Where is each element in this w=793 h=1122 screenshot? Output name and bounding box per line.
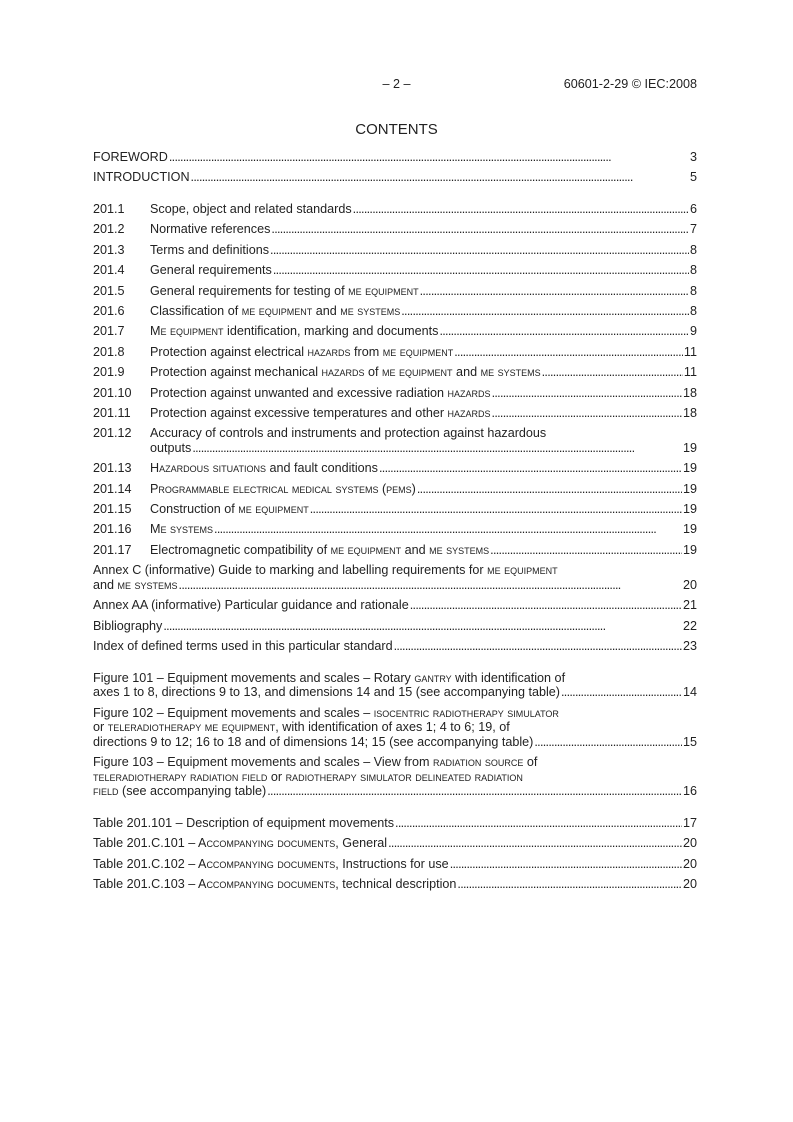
dot-leader [395, 816, 682, 831]
toc-entry[interactable] [93, 671, 697, 700]
defined-term: isocentric radiotherapy simulator [373, 705, 559, 720]
toc-entry[interactable] [93, 619, 697, 634]
title-text: , General [335, 836, 388, 851]
toc-group [93, 150, 697, 185]
entry-title [150, 222, 270, 237]
dot-leader [492, 386, 682, 401]
title-text: of [364, 365, 383, 380]
entry-title [150, 482, 416, 497]
entry-title [150, 263, 272, 278]
dot-leader [169, 150, 689, 165]
clause-number: 201.11 [93, 405, 131, 420]
dot-leader [179, 578, 682, 593]
clause-number: 201.6 [93, 303, 125, 318]
defined-term: ccompanying documents [206, 836, 336, 851]
toc-entry[interactable] [93, 304, 697, 319]
dot-leader [267, 784, 682, 799]
entry-title [93, 170, 190, 185]
dot-leader [214, 522, 682, 537]
defined-term: me equipment [382, 344, 454, 359]
title-text: Bibliography [93, 618, 163, 633]
toc-entry[interactable] [93, 877, 697, 892]
entry-title [93, 150, 168, 165]
defined-term: me systems [117, 577, 178, 592]
page-ref[interactable]: 19 [682, 522, 697, 537]
defined-term: me equipment [238, 502, 309, 517]
dot-leader [163, 619, 682, 634]
toc-group [93, 816, 697, 892]
defined-term: radiation source [432, 755, 524, 770]
dot-leader [353, 202, 689, 217]
title-text: and [401, 542, 430, 557]
defined-term: hazards [307, 344, 351, 359]
clause-number: 201.10 [93, 385, 132, 400]
toc-entry[interactable] [93, 461, 697, 476]
entry-title [93, 578, 178, 593]
dot-leader [270, 243, 689, 258]
page-ref[interactable]: 23 [682, 638, 697, 653]
clause-number: 201.12 [93, 426, 132, 441]
title-text: Protection against electrical [150, 344, 308, 359]
title-text: or [267, 769, 286, 784]
entry-title [93, 836, 387, 851]
toc-entry[interactable] [93, 482, 697, 497]
toc-entry[interactable] [93, 816, 697, 831]
entry-title [150, 345, 453, 360]
defined-term: field [93, 784, 119, 799]
defined-term: me equipment [348, 283, 419, 298]
title-text: Scope, object and related standards [150, 201, 352, 216]
title-text: , Instructions for use [335, 856, 449, 871]
dot-leader [379, 461, 682, 476]
page-ref[interactable]: 19 [682, 502, 697, 517]
entry-title [150, 386, 491, 401]
table-of-contents [93, 150, 697, 909]
entry-title [150, 202, 352, 217]
page-ref[interactable]: 6 [689, 201, 697, 216]
clause-number: 201.4 [93, 263, 125, 278]
entry-title [93, 720, 510, 735]
title-text: FOREWORD [93, 150, 168, 164]
title-text: Annex C (informative) Guide to marking and labelling requirements for [93, 563, 488, 578]
page-ref[interactable]: 11 [683, 344, 697, 359]
toc-entry[interactable] [93, 222, 697, 237]
defined-term: rogrammable electrical medical systems (pems) [158, 481, 416, 496]
toc-entry[interactable] [93, 755, 697, 799]
entry-title [150, 461, 378, 476]
title-text: M [150, 324, 161, 339]
toc-entry[interactable] [93, 406, 697, 421]
defined-term: gantry [414, 670, 452, 685]
defined-term: me equipment [487, 563, 558, 578]
dot-leader [534, 735, 682, 750]
entry-title [93, 706, 559, 721]
entry-title [150, 502, 309, 517]
dot-leader [410, 598, 682, 613]
title-text: and [312, 303, 341, 318]
clause-number: 201.3 [93, 242, 125, 257]
clause-number: 201.7 [93, 324, 125, 339]
defined-term: e systems [160, 522, 214, 537]
toc-entry[interactable] [93, 150, 697, 165]
dot-leader [271, 222, 689, 237]
toc-entry[interactable] [93, 365, 697, 380]
page-ref[interactable]: 8 [689, 303, 697, 318]
title-text: General requirements for testing of [150, 283, 349, 298]
toc-entry[interactable] [93, 345, 697, 360]
entry-title [93, 671, 565, 686]
entry-title [150, 365, 541, 380]
dot-leader [457, 877, 682, 892]
dot-leader [450, 857, 682, 872]
toc-entry[interactable] [93, 202, 697, 217]
title-text: Protection against excessive temperatures and other [150, 405, 448, 420]
toc-entry[interactable] [93, 563, 697, 592]
title-text: directions 9 to 12; 16 to 18 and of dimensions 14; 15 (see accompanying table) [93, 734, 534, 749]
clause-number: 201.2 [93, 222, 125, 237]
defined-term: ccompanying documents [206, 856, 336, 871]
title-text: P [150, 481, 159, 496]
title-text: Figure 102 – Equipment movements and scales – [93, 705, 374, 720]
toc-entry[interactable] [93, 639, 697, 654]
toc-entry[interactable] [93, 263, 697, 278]
title-text: M [150, 522, 161, 537]
entry-title [150, 406, 491, 421]
title-text: Table 201.C.102 – A [93, 856, 207, 871]
title-text: identification, marking and documents [223, 324, 439, 339]
entry-title [93, 857, 449, 872]
dot-leader [192, 441, 682, 456]
toc-entry[interactable] [93, 284, 697, 299]
toc-entry[interactable] [93, 857, 697, 872]
entry-title [150, 522, 213, 537]
page-ref[interactable]: 21 [682, 598, 697, 613]
defined-term: me equipment [241, 303, 313, 318]
entry-title [93, 685, 560, 700]
page-ref[interactable]: 20 [682, 856, 697, 871]
toc-entry[interactable] [93, 386, 697, 401]
defined-term: me equipment [330, 542, 402, 557]
clause-number: 201.13 [93, 461, 132, 476]
defined-term: me systems [480, 365, 541, 380]
entry-title [150, 284, 419, 299]
page-ref[interactable]: 18 [682, 385, 697, 400]
title-text: outputs [150, 440, 192, 455]
dot-leader [439, 324, 689, 339]
title-text: from [350, 344, 383, 359]
defined-term: e equipment [160, 324, 224, 339]
page-ref[interactable]: 20 [682, 577, 697, 592]
entry-title [150, 441, 191, 456]
clause-number: 201.1 [93, 201, 125, 216]
defined-term: ccompanying documents [206, 877, 336, 892]
title-text: , with identification of axes 1; 4 to 6; 19, of [275, 720, 510, 735]
toc-entry[interactable] [93, 243, 697, 258]
dot-leader [394, 639, 682, 654]
title-text: and [452, 365, 481, 380]
defined-term: hazards [321, 365, 365, 380]
title-text: of [523, 755, 538, 770]
entry-title [93, 877, 456, 892]
title-text: Table 201.C.101 – A [93, 836, 207, 851]
title-text: Protection against unwanted and excessive radiation [150, 385, 448, 400]
clause-number: 201.5 [93, 283, 125, 298]
toc-group [93, 202, 697, 654]
entry-title [93, 784, 266, 799]
entry-title [93, 619, 162, 634]
defined-term: me systems [429, 542, 490, 557]
entry-title [93, 816, 394, 831]
defined-term: me equipment [382, 365, 453, 380]
dot-leader [310, 502, 682, 517]
dot-leader [454, 345, 683, 360]
clause-number: 201.17 [93, 542, 132, 557]
title-text: , technical description [335, 877, 457, 892]
toc-entry[interactable] [93, 324, 697, 339]
clause-number: 201.15 [93, 502, 132, 517]
toc-entry[interactable] [93, 836, 697, 851]
page-ref[interactable]: 9 [689, 324, 697, 339]
dot-leader [420, 284, 689, 299]
title-text: Table 201.101 – Description of equipment movements [93, 815, 395, 830]
title-text: (see accompanying table) [118, 784, 267, 799]
toc-entry[interactable] [93, 522, 697, 537]
title-text: Annex AA (informative) Particular guidance and rationale [93, 598, 409, 613]
dot-leader [417, 482, 682, 497]
page-ref[interactable]: 19 [682, 481, 697, 496]
page-ref[interactable]: 14 [682, 685, 697, 700]
title-text: or [93, 720, 108, 735]
entry-title [93, 735, 533, 750]
title-text: and fault conditions [265, 461, 378, 476]
clause-number: 201.14 [93, 481, 132, 496]
page-ref[interactable]: 18 [682, 405, 697, 420]
title-text: Classification of [150, 303, 242, 318]
title-text: Figure 101 – Equipment movements and scales – Rotary [93, 670, 415, 685]
title-text: and [93, 577, 118, 592]
title-text: axes 1 to 8, directions 9 to 13, and dimensions 14 and 15 (see accompanying table) [93, 685, 560, 700]
dot-leader [542, 365, 683, 380]
page-ref[interactable]: 16 [682, 784, 697, 799]
title-text: H [150, 461, 160, 476]
page-ref[interactable]: 20 [682, 877, 697, 892]
page-ref[interactable]: 19 [682, 461, 697, 476]
entry-title [93, 755, 537, 770]
page-ref[interactable]: 3 [689, 150, 697, 164]
title-text: with identification of [451, 670, 566, 685]
page-title: CONTENTS [355, 121, 438, 138]
page-ref[interactable]: 5 [689, 170, 697, 185]
title-text: General requirements [150, 263, 272, 278]
entry-title [150, 543, 489, 558]
defined-term: azardous situations [159, 461, 266, 476]
title-text: Figure 103 – Equipment movements and scales – View from [93, 755, 433, 770]
dot-leader [561, 685, 682, 700]
title-text: Electromagnetic compatibility of [150, 542, 331, 557]
entry-title [150, 324, 438, 339]
document-reference: 60601-2-29 © IEC:2008 [563, 77, 697, 91]
clause-number: 201.9 [93, 365, 125, 380]
dot-leader [401, 304, 689, 319]
dot-leader [273, 263, 689, 278]
defined-term: teleradiotherapy radiation field [93, 769, 268, 784]
title-text: INTRODUCTION [93, 170, 190, 185]
page-ref[interactable]: 15 [682, 734, 697, 749]
dot-leader [191, 170, 689, 185]
page-number: – 2 – [382, 77, 411, 91]
toc-entry[interactable] [93, 426, 697, 455]
dot-leader [490, 543, 682, 558]
title-text: Terms and definitions [150, 242, 270, 257]
page-ref[interactable]: 7 [689, 222, 697, 237]
page-ref[interactable]: 17 [682, 815, 697, 830]
title-text: Accuracy of controls and instruments and protection against hazardous [150, 426, 547, 441]
page-ref[interactable]: 11 [683, 365, 697, 380]
page-ref[interactable]: 8 [689, 263, 697, 278]
entry-title [93, 563, 558, 578]
clause-number: 201.8 [93, 344, 125, 359]
page-ref[interactable]: 19 [682, 440, 697, 455]
page-ref[interactable]: 8 [689, 242, 697, 257]
entry-title [93, 639, 393, 654]
toc-entry[interactable] [93, 170, 697, 185]
entry-title [150, 426, 546, 441]
entry-title [150, 243, 269, 258]
defined-term: teleradiotherapy me equipment [107, 720, 276, 735]
clause-number: 201.16 [93, 522, 132, 537]
page-ref[interactable]: 19 [682, 542, 697, 557]
page-ref[interactable]: 8 [689, 283, 697, 298]
dot-leader [388, 836, 682, 851]
toc-entry[interactable] [93, 598, 697, 613]
entry-title [93, 598, 409, 613]
defined-term: hazards [447, 405, 491, 420]
page-ref[interactable]: 22 [682, 618, 697, 633]
title-text: Table 201.C.103 – A [93, 877, 207, 892]
entry-title [93, 770, 523, 785]
toc-entry[interactable] [93, 502, 697, 517]
page-ref[interactable]: 20 [682, 836, 697, 851]
dot-leader [492, 406, 682, 421]
title-text: Protection against mechanical [150, 365, 322, 380]
toc-group [93, 671, 697, 799]
toc-entry[interactable] [93, 543, 697, 558]
toc-entry[interactable] [93, 706, 697, 750]
defined-term: me systems [340, 303, 401, 318]
title-text: Index of defined terms used in this particular standard [93, 638, 393, 653]
defined-term: hazards [447, 385, 491, 400]
title-text: Construction of [150, 502, 239, 517]
defined-term: radiotherapy simulator delineated radiation [285, 769, 523, 784]
title-text: Normative references [150, 222, 271, 237]
entry-title [150, 304, 400, 319]
